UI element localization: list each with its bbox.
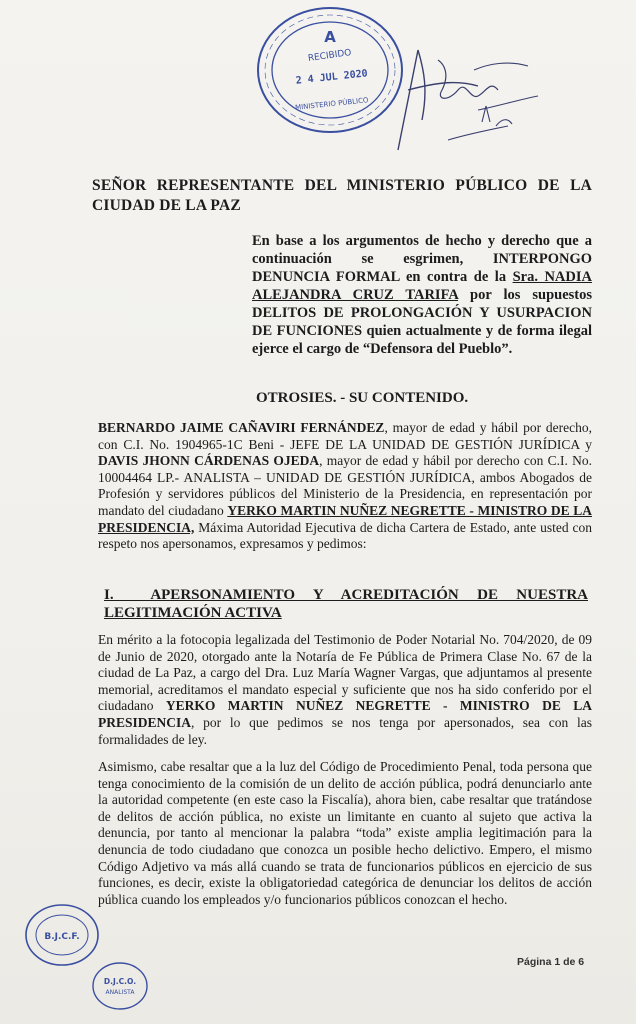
paragraph-text: , mayor de edad y hábil por derecho, con C.I. No. 1904965-1C Beni - JEFE DE LA UNIDAD DE GESTIÓN JURÍDICA y bbox=[98, 420, 592, 452]
stamp-label: RECIBIDO bbox=[307, 48, 353, 65]
minister-name-2: YERKO MARTIN NUÑEZ NEGRETTE - MINISTRO DE LA PRESIDENCIA bbox=[98, 698, 592, 730]
paragraph-text: Máxima Autoridad Ejecutiva de dicha Cartera de Estado, ante usted con respeto nos apersonamos, expresamos y pedimos: bbox=[98, 519, 592, 552]
stamp-letter: A bbox=[324, 28, 336, 46]
stamp-date: 2 4 JUL 2020 bbox=[295, 68, 369, 87]
page-number: Página 1 de 6 bbox=[517, 956, 585, 968]
accused-name: Sra. NADIA ALEJANDRA CRUZ TARIFA bbox=[252, 269, 592, 303]
paragraph-identification bbox=[98, 420, 592, 553]
paragraph-text: En mérito a la fotocopia legalizada del Testimonio de Poder Notarial No. 704/2020, de 09 de Junio de 2020, otorgado ante la Notaría de Fe Pública de Primera Clase No. 67 de la ciudad de La Paz, a cargo del Dra. Luz María Wagner Vargas, que adjuntamos al presente memorial, acreditamos el mandato especial y suficiente que nos ha sido conferido por el ciudadano bbox=[98, 632, 592, 714]
summary-text-2: INTERPONGO DENUNCIA FORMAL en contra de la bbox=[252, 251, 592, 285]
analyst-initials: D.J.C.O. bbox=[103, 977, 137, 986]
analyst-stamp bbox=[90, 960, 150, 1012]
handwritten-signature bbox=[378, 30, 548, 170]
summary-text-3: por los supuestos DELITOS DE PROLONGACIÓN Y USURPACION DE FUNCIONES quien actualmente y de forma ilegal ejerce el cargo de “Defensora del Pueblo”. bbox=[252, 287, 592, 357]
otrosies-heading: OTROSIES. - SU CONTENIDO. bbox=[256, 390, 469, 406]
complainant-name-2: DAVIS JHONN CÁRDENAS OJEDA bbox=[98, 453, 320, 469]
minister-name: YERKO MARTIN NUÑEZ NEGRETTE - MINISTRO DE LA PRESIDENCIA, bbox=[98, 502, 592, 535]
stamp-initials: B.J.C.F. bbox=[44, 932, 80, 942]
stamp-institution: MINISTERIO PÚBLICO bbox=[294, 96, 369, 112]
recipient-heading: SEÑOR REPRESENTANTE DEL MINISTERIO PÚBLICO DE LA CIUDAD DE LA PAZ bbox=[92, 177, 592, 214]
paragraph-text: , mayor de edad y hábil por derecho con C.I. No. 10004464 LP.- ANALISTA – UNIDAD DE GESTIÓN JURÍDICA, ambos Abogados de Profesión y servidores públicos del Ministerio de la Presidencia, en representación por mandato del ciudadano bbox=[98, 453, 593, 518]
paragraph-text: , por lo que pedimos se nos tenga por apersonados, sea con las formalidades de ley. bbox=[98, 714, 592, 747]
analyst-label: ANALISTA bbox=[105, 989, 135, 996]
complainant-name-1: BERNARDO JAIME CAÑAVIRI FERNÁNDEZ bbox=[98, 420, 385, 435]
paragraph-power-of-attorney bbox=[98, 632, 592, 748]
section-title: I. APERSONAMIENTO Y ACREDITACIÓN DE NUESTRA LEGITIMACIÓN ACTIVA bbox=[104, 587, 588, 621]
paragraph-legitimation: Asimismo, cabe resaltar que a la luz del Código de Procedimiento Penal, toda persona que tenga conocimiento de la comisión de un delito de acción pública, podrá denunciarlo ante la autoridad competente (en este caso la Fiscalía), ahora bien, cabe resaltar que tratándose de delitos de acción pública, no existe un limitante en cuanto al sujeto que activa la denuncia, por tanto al mencionar la palabra “toda” existe amplia legitimación para la denuncia de todo ciudadano que conozca un posible hecho delictivo. Empero, el mismo Código Adjetivo va más allá cuando se trata de funcionarios públicos en ejercicio de sus funciones, es decir, existe la obligatoriedad categórica de denunciar los delitos de acción pública cuando los empleados y/o funcionarios públicos conozcan el hecho. bbox=[98, 759, 592, 907]
summary-text-1: En base a los argumentos de hecho y derecho que a continuación se esgrimen, bbox=[252, 233, 592, 267]
summary-block bbox=[252, 232, 592, 358]
